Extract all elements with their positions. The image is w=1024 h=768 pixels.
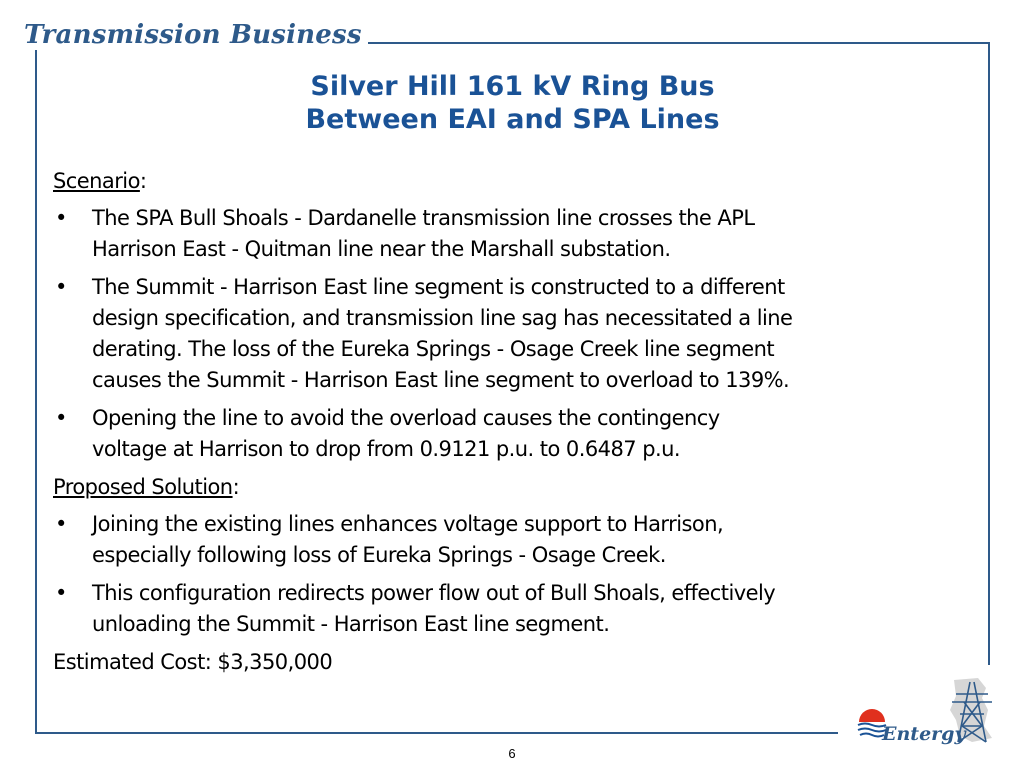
bullet-dot: • (55, 512, 67, 536)
bullet-line: Opening the line to avoid the overload causes the contingency (92, 406, 720, 430)
bullet-line: The Summit - Harrison East line segment is constructed to a different (92, 275, 785, 299)
bullet-line: Harrison East - Quitman line near the Marshall substation. (92, 237, 671, 261)
bullet-line: causes the Summit - Harrison East line segment to overload to 139%. (92, 368, 790, 392)
scenario-bullet-2 (53, 272, 978, 396)
bullet-line: unloading the Summit - Harrison East line segment. (92, 612, 610, 636)
slide-title (35, 70, 990, 136)
solution-heading (53, 472, 978, 503)
slide-body (53, 166, 978, 684)
scenario-heading (53, 166, 978, 197)
solution-bullet-1 (53, 509, 978, 571)
solution-colon: : (232, 475, 240, 499)
bullet-line: The SPA Bull Shoals - Dardanelle transmission line crosses the APL (92, 206, 755, 230)
title-line-1: Silver Hill 161 kV Ring Bus (310, 71, 715, 102)
section-label: Transmission Business (22, 20, 368, 50)
bullet-line: voltage at Harrison to drop from 0.9121 p.u. to 0.6487 p.u. (92, 437, 681, 461)
bullet-dot: • (55, 581, 67, 605)
scenario-bullet-1 (53, 203, 978, 265)
logo-text: Entergy (882, 723, 966, 745)
bullet-dot: • (55, 275, 67, 299)
bullet-line: derating. The loss of the Eureka Springs - Osage Creek line segment (92, 337, 775, 361)
bullet-dot: • (55, 206, 67, 230)
title-line-2: Between EAI and SPA Lines (305, 104, 720, 135)
bullet-line: This configuration redirects power flow out of Bull Shoals, effectively (92, 581, 776, 605)
page-number: 6 (508, 746, 516, 761)
scenario-label: Scenario (53, 169, 140, 193)
estimated-cost: Estimated Cost: $3,350,000 (53, 650, 333, 674)
entergy-logo (852, 676, 1012, 746)
bullet-dot: • (55, 406, 67, 430)
solution-bullet-2 (53, 578, 978, 640)
bullet-line: Joining the existing lines enhances voltage support to Harrison, (92, 512, 724, 536)
scenario-colon: : (139, 169, 147, 193)
solution-label: Proposed Solution (53, 475, 233, 499)
bullet-line: especially following loss of Eureka Springs - Osage Creek. (92, 543, 666, 567)
scenario-bullet-3 (53, 403, 978, 465)
bullet-line: design specification, and transmission line sag has necessitated a line (92, 306, 793, 330)
